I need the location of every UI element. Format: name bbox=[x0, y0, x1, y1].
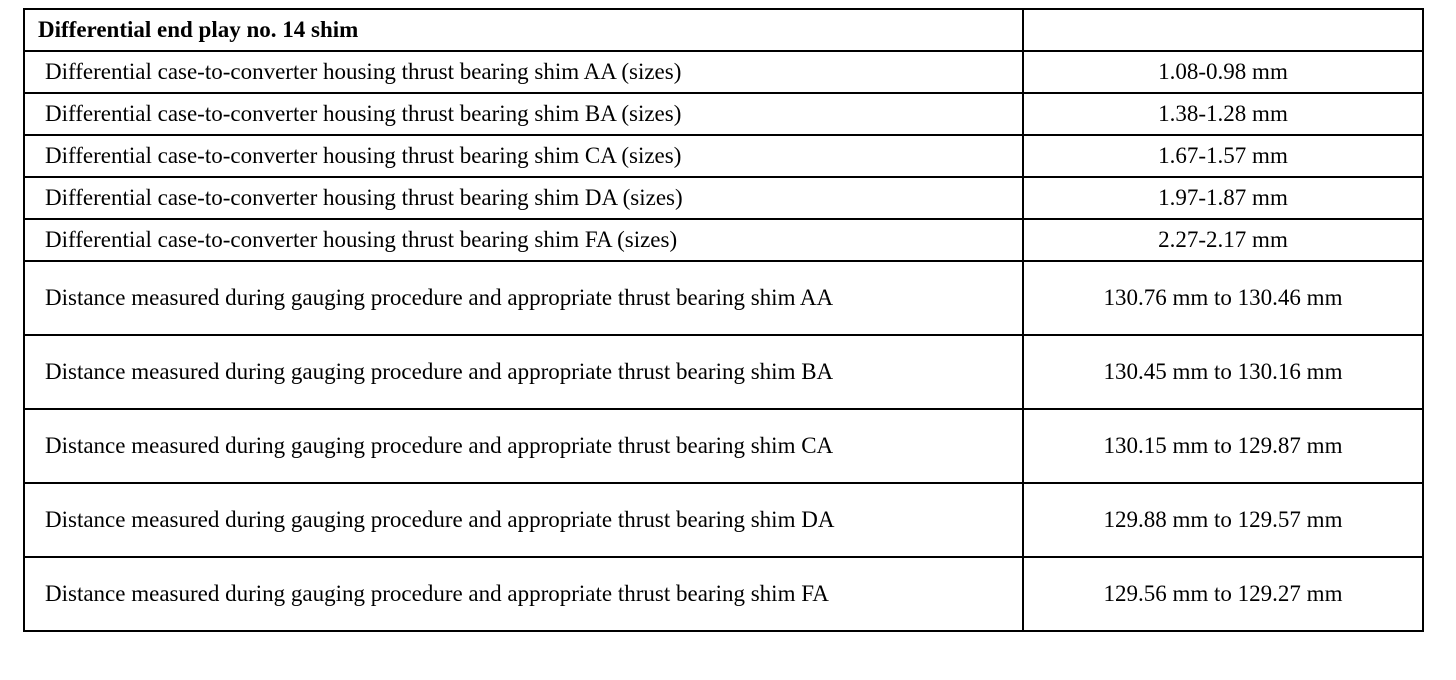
row-label: Differential case-to-converter housing thrust bearing shim BA (sizes) bbox=[24, 93, 1023, 135]
table-row bbox=[24, 557, 1423, 631]
row-value: 1.38-1.28 mm bbox=[1023, 93, 1423, 135]
row-value: 1.67-1.57 mm bbox=[1023, 135, 1423, 177]
shim-spec-table bbox=[23, 8, 1424, 632]
row-value: 130.76 mm to 130.46 mm bbox=[1023, 261, 1423, 335]
table-header-value bbox=[1023, 9, 1423, 51]
row-label: Differential case-to-converter housing thrust bearing shim DA (sizes) bbox=[24, 177, 1023, 219]
row-label: Distance measured during gauging procedure and appropriate thrust bearing shim BA bbox=[24, 335, 1023, 409]
table-row bbox=[24, 93, 1423, 135]
row-value: 130.15 mm to 129.87 mm bbox=[1023, 409, 1423, 483]
row-label: Distance measured during gauging procedure and appropriate thrust bearing shim CA bbox=[24, 409, 1023, 483]
table-row bbox=[24, 219, 1423, 261]
row-value: 1.08-0.98 mm bbox=[1023, 51, 1423, 93]
table-row bbox=[24, 177, 1423, 219]
row-label: Differential case-to-converter housing thrust bearing shim CA (sizes) bbox=[24, 135, 1023, 177]
table-row bbox=[24, 51, 1423, 93]
row-value: 2.27-2.17 mm bbox=[1023, 219, 1423, 261]
table-row bbox=[24, 335, 1423, 409]
row-label: Distance measured during gauging procedure and appropriate thrust bearing shim AA bbox=[24, 261, 1023, 335]
table-header-row bbox=[24, 9, 1423, 51]
row-value: 129.56 mm to 129.27 mm bbox=[1023, 557, 1423, 631]
row-value: 130.45 mm to 130.16 mm bbox=[1023, 335, 1423, 409]
table-row bbox=[24, 135, 1423, 177]
table-row bbox=[24, 261, 1423, 335]
table-row bbox=[24, 483, 1423, 557]
row-label: Differential case-to-converter housing thrust bearing shim AA (sizes) bbox=[24, 51, 1023, 93]
row-label: Distance measured during gauging procedure and appropriate thrust bearing shim DA bbox=[24, 483, 1023, 557]
table-title: Differential end play no. 14 shim bbox=[24, 9, 1023, 51]
row-value: 129.88 mm to 129.57 mm bbox=[1023, 483, 1423, 557]
row-label: Distance measured during gauging procedure and appropriate thrust bearing shim FA bbox=[24, 557, 1023, 631]
table-row bbox=[24, 409, 1423, 483]
row-value: 1.97-1.87 mm bbox=[1023, 177, 1423, 219]
row-label: Differential case-to-converter housing thrust bearing shim FA (sizes) bbox=[24, 219, 1023, 261]
